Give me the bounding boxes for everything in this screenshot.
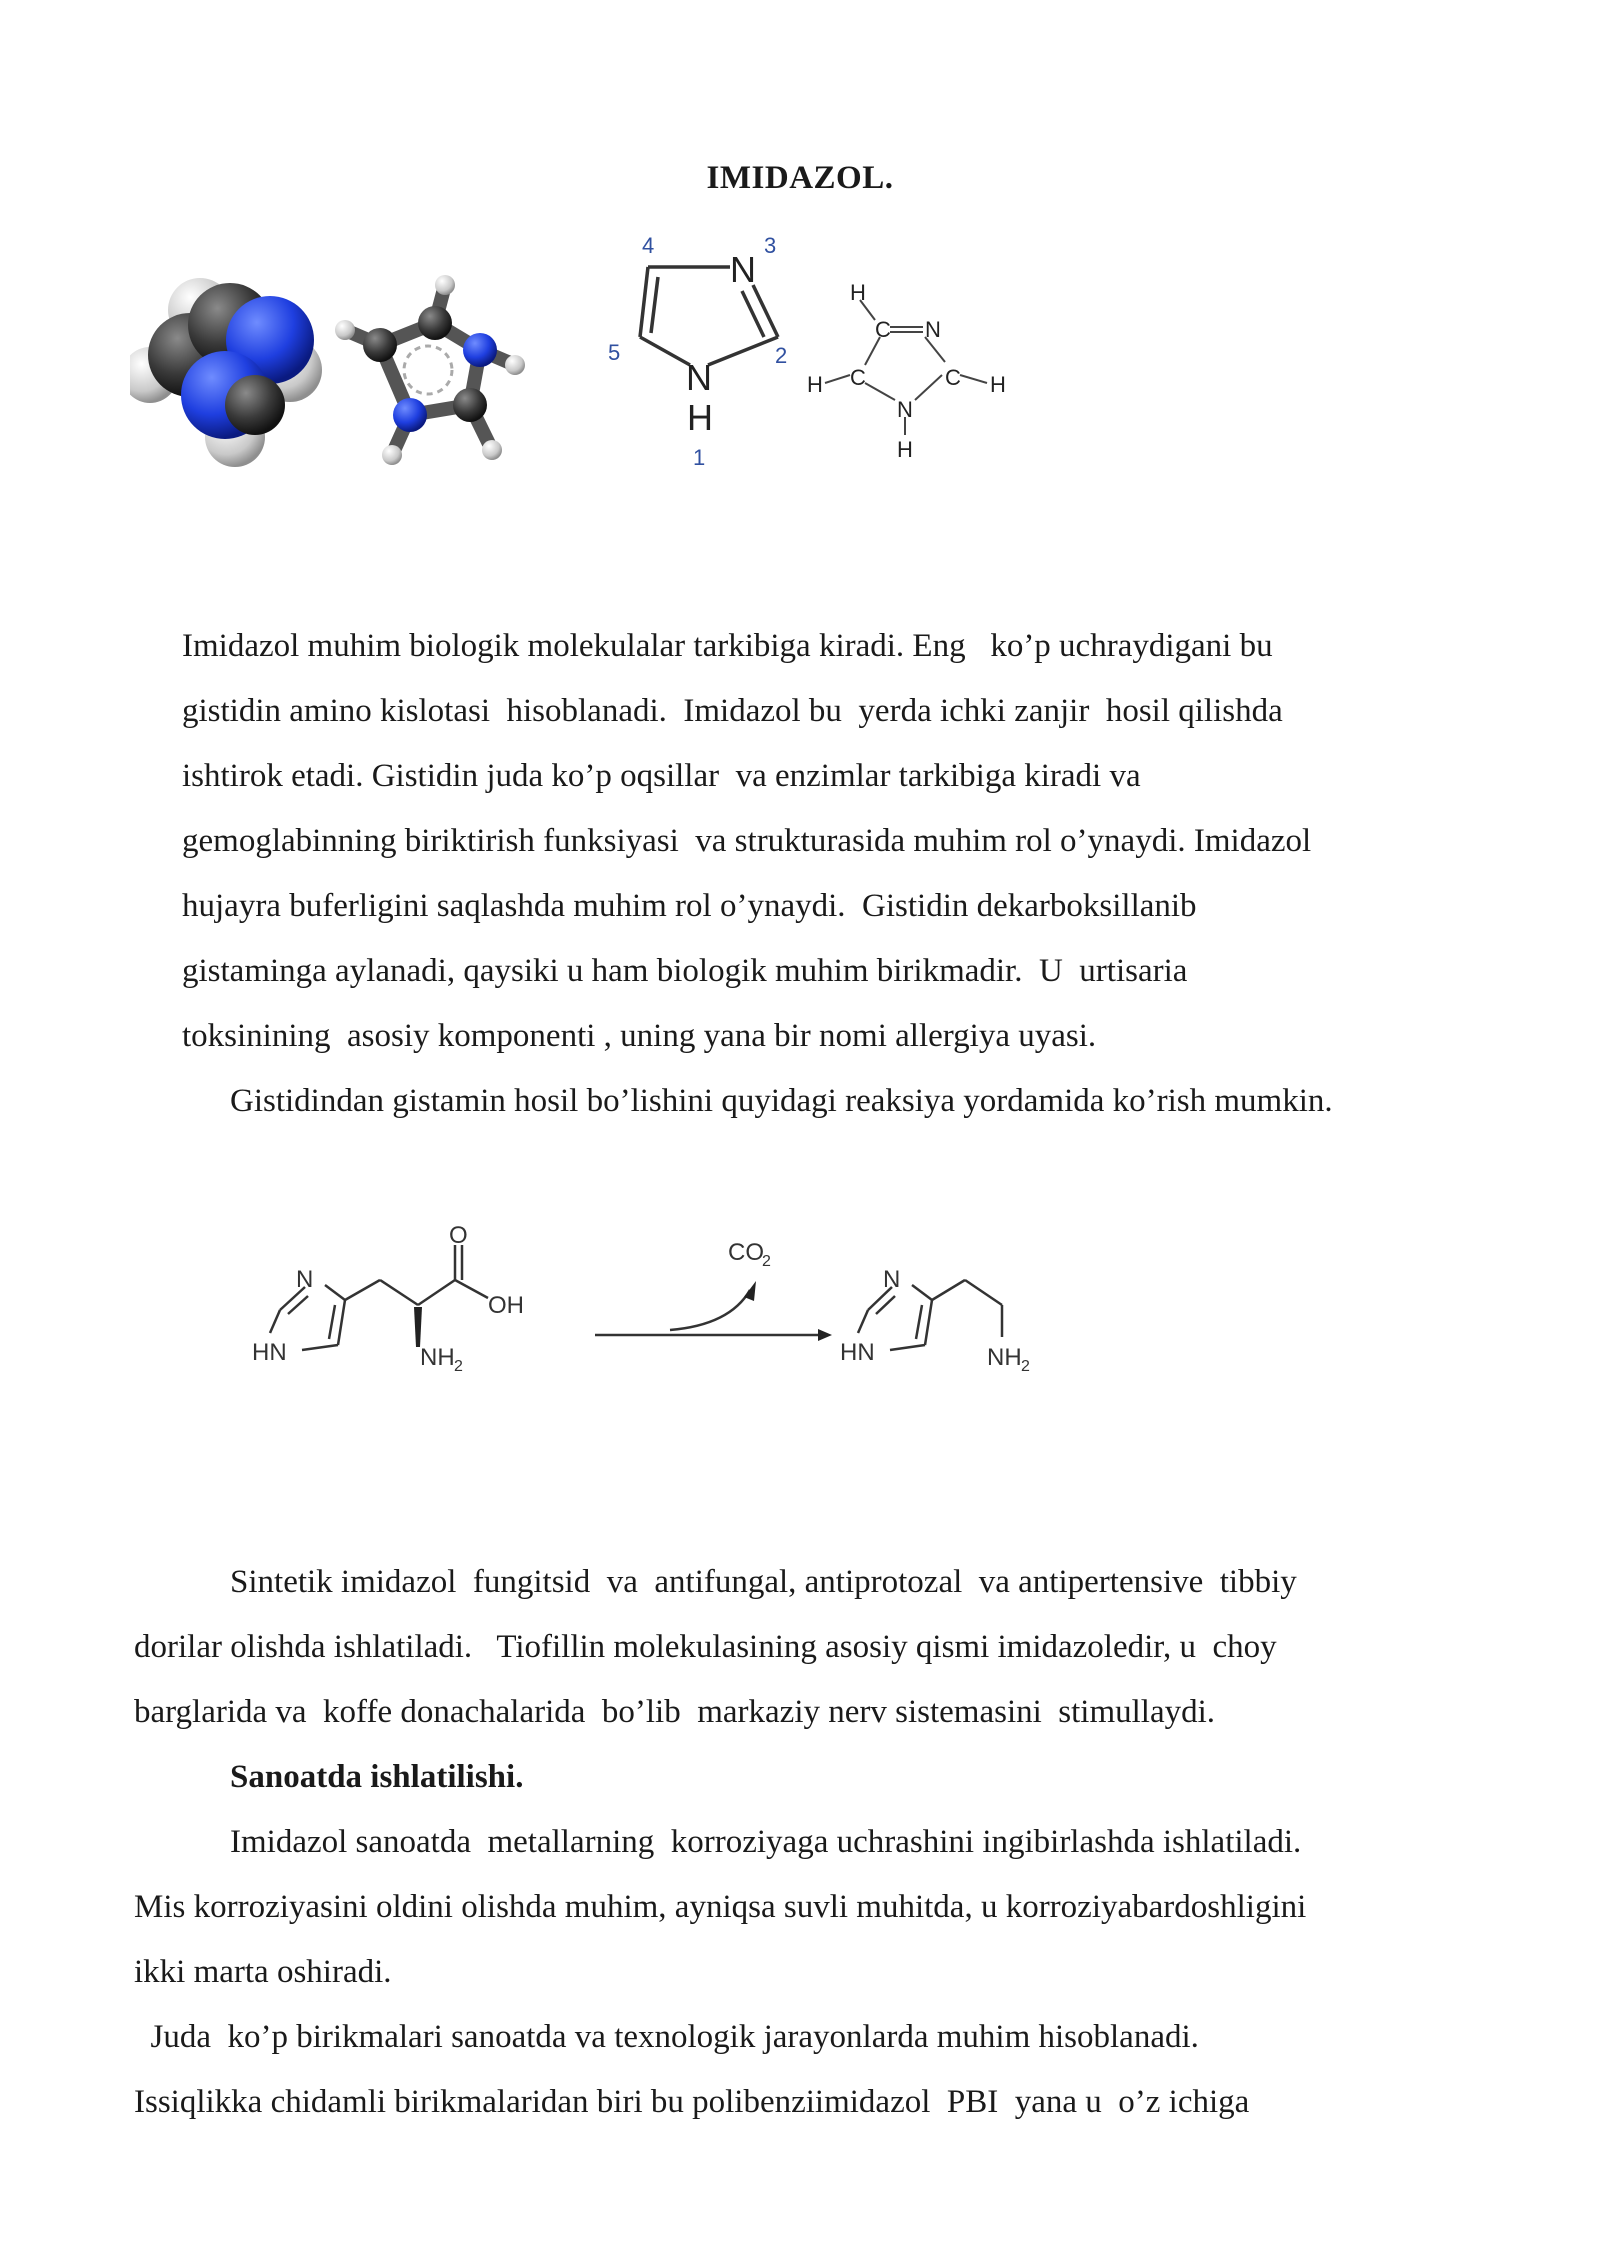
position-number-5: 5 xyxy=(608,340,621,365)
atom-label-n3: N xyxy=(730,249,756,290)
paragraph1-line2: gistidin amino kislotasi hisoblanadi. Imidazol bu yerda ichki zanjir hosil qilishda xyxy=(182,693,1283,729)
paragraph1-line4: gemoglabinning biriktirish funksiyasi va strukturasida muhim rol o’ynaydi. Imidazol xyxy=(182,823,1312,859)
paragraph1-line5: hujayra buferligini saqlashda muhim rol o’ynaydi. Gistidin dekarboksillanib xyxy=(182,888,1197,924)
lewis-h-right: H xyxy=(990,372,1006,397)
ball-and-stick-model xyxy=(335,275,525,465)
paragraph3-line5: Issiqlikka chidamli birikmalaridan biri bu polibenziimidazol PBI yana u o’z ichiga xyxy=(134,2084,1250,2120)
histidine-nh2: NH xyxy=(420,1344,455,1371)
paragraph3-line3: ikki marta oshiradi. xyxy=(134,1954,392,1990)
paragraph2-line1: Sintetik imidazol fungitsid va antifungal, antiprotozal va antipertensive tibbiy xyxy=(230,1564,1297,1600)
lewis-c-right: C xyxy=(945,365,961,390)
atom-label-n1: N xyxy=(686,357,712,398)
atom-label-h1: H xyxy=(687,397,713,438)
lewis-c-top: C xyxy=(875,317,891,342)
paragraph1-line7: toksinining asosiy komponenti , uning yana bir nomi allergiya uyasi. xyxy=(182,1018,1097,1054)
paragraph1-line8: Gistidindan gistamin hosil bo’lishini quyidagi reaksiya yordamida ko’rish mumkin. xyxy=(230,1083,1333,1119)
section-heading: Sanoatda ishlatilishi. xyxy=(230,1759,524,1795)
histidine-o: O xyxy=(449,1222,468,1249)
histamine-hn: HN xyxy=(840,1339,875,1366)
lewis-n-bottom: N xyxy=(897,397,913,422)
paragraph1-line1: Imidazol muhim biologik molekulalar tarkibiga kiradi. Eng ko’p uchraydigani bu xyxy=(182,628,1273,664)
paragraph2-line2: dorilar olishda ishlatiladi. Tiofillin molekulasining asosiy qismi imidazoledir, u choy xyxy=(134,1629,1277,1665)
numbered-skeletal-structure xyxy=(640,267,778,365)
imidazole-structures-figure xyxy=(130,225,1030,485)
lewis-h-left: H xyxy=(807,372,823,397)
histamine-nh2: NH xyxy=(987,1344,1022,1371)
lewis-c-left: C xyxy=(850,365,866,390)
page-title: IMIDAZOL. xyxy=(706,160,894,196)
position-number-1: 1 xyxy=(693,445,706,470)
position-number-3: 3 xyxy=(764,233,777,258)
lewis-n-right: N xyxy=(925,317,941,342)
histidine-nh2-sub: 2 xyxy=(454,1358,463,1375)
histidine-n: N xyxy=(296,1266,314,1293)
paragraph1-line6: gistaminga aylanadi, qaysiki u ham biologik muhim birikmadir. U urtisaria xyxy=(182,953,1188,989)
position-number-4: 4 xyxy=(642,233,655,258)
position-number-2: 2 xyxy=(775,343,788,368)
co2-sub: 2 xyxy=(762,1253,771,1270)
histidine-oh: OH xyxy=(488,1292,524,1319)
co2-label: CO xyxy=(728,1239,764,1266)
paragraph1-line3: ishtirok etadi. Gistidin juda ko’p oqsillar va enzimlar tarkibiga kiradi va xyxy=(182,758,1141,794)
histamine-n: N xyxy=(883,1266,901,1293)
histidine-decarboxylation-scheme xyxy=(240,1215,1100,1395)
paragraph3-line1: Imidazol sanoatda metallarning korroziyaga uchrashini ingibirlashda ishlatiladi. xyxy=(230,1824,1302,1860)
space-filling-model xyxy=(130,278,322,467)
paragraph3-line4: Juda ko’p birikmalari sanoatda va texnologik jarayonlarda muhim hisoblanadi. xyxy=(134,2019,1199,2055)
lewis-h-top: H xyxy=(850,280,866,305)
histamine-nh2-sub: 2 xyxy=(1021,1358,1030,1375)
lewis-h-bottom: H xyxy=(897,437,913,462)
paragraph3-line2: Mis korroziyasini oldini olishda muhim, ayniqsa suvli muhitda, u korroziyabardoshligini xyxy=(134,1889,1307,1925)
paragraph2-line3: barglarida va koffe donachalarida bo’lib markaziy nerv sistemasini stimullaydi. xyxy=(134,1694,1216,1730)
histidine-hn: HN xyxy=(252,1339,287,1366)
